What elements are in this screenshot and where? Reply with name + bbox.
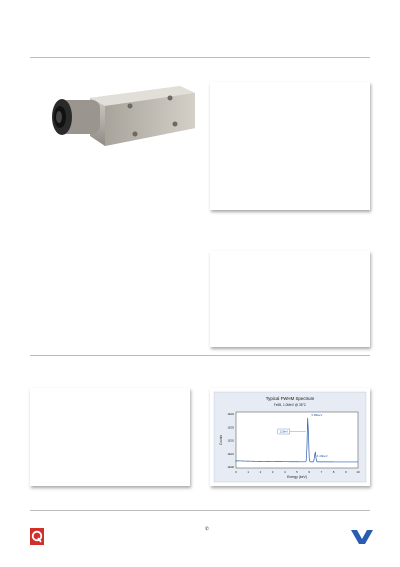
x-tick-label: 3 xyxy=(271,470,274,474)
footer-divider xyxy=(30,510,370,511)
spectrum-chart-panel xyxy=(210,388,370,486)
chart-subtitle: Fe55, 1.0MeV @ 35°C xyxy=(273,403,307,407)
cooling-chart xyxy=(210,82,370,210)
moxtek-logo xyxy=(351,530,373,548)
sdd-chart-panel xyxy=(30,388,190,486)
middle-divider xyxy=(30,355,370,356)
cooling-chart-panel xyxy=(210,82,370,210)
x-tick-label: 4 xyxy=(283,470,286,474)
plot-frame xyxy=(236,412,358,468)
x-tick-label: 5 xyxy=(296,470,298,474)
product-photo xyxy=(30,68,205,163)
stability-chart xyxy=(210,251,370,347)
annotation-peak-1: 5.89keV xyxy=(311,413,323,417)
x-tick-label: 1 xyxy=(247,470,250,474)
x-tick-label: 10 xyxy=(356,470,360,474)
x-tick-label: 8 xyxy=(332,470,335,474)
y-tick-label: 1E03 xyxy=(227,425,234,430)
footer-contact xyxy=(205,526,209,533)
y-tick-label: 1E04 xyxy=(227,412,234,416)
sdd-chart xyxy=(30,388,190,486)
spectrum-chart xyxy=(210,388,370,486)
annotation-peak-2: 6.49keV xyxy=(316,454,328,458)
x-tick-label: 0 xyxy=(235,470,237,474)
x-tick-label: 7 xyxy=(320,470,323,474)
y-tick-label: 1E01 xyxy=(227,451,234,456)
y-tick-label: 1E00 xyxy=(227,465,234,469)
y-axis-label: Counts xyxy=(219,434,223,446)
x-tick-label: 6 xyxy=(308,470,311,474)
y-tick-label: 1E02 xyxy=(227,438,234,443)
x-tick-label: 2 xyxy=(259,470,262,474)
phone-icon: ✆ xyxy=(205,526,209,531)
stability-chart-panel xyxy=(210,251,370,347)
x-tick-label: 9 xyxy=(344,470,347,474)
annotation-fwhm: 128eV xyxy=(279,429,289,434)
title-divider xyxy=(30,57,370,58)
x-axis-label: Energy (keV) xyxy=(287,475,307,479)
chart-title: Typical FWHM Spectrum xyxy=(265,396,315,401)
quantum-design-logo-mark xyxy=(30,528,44,545)
